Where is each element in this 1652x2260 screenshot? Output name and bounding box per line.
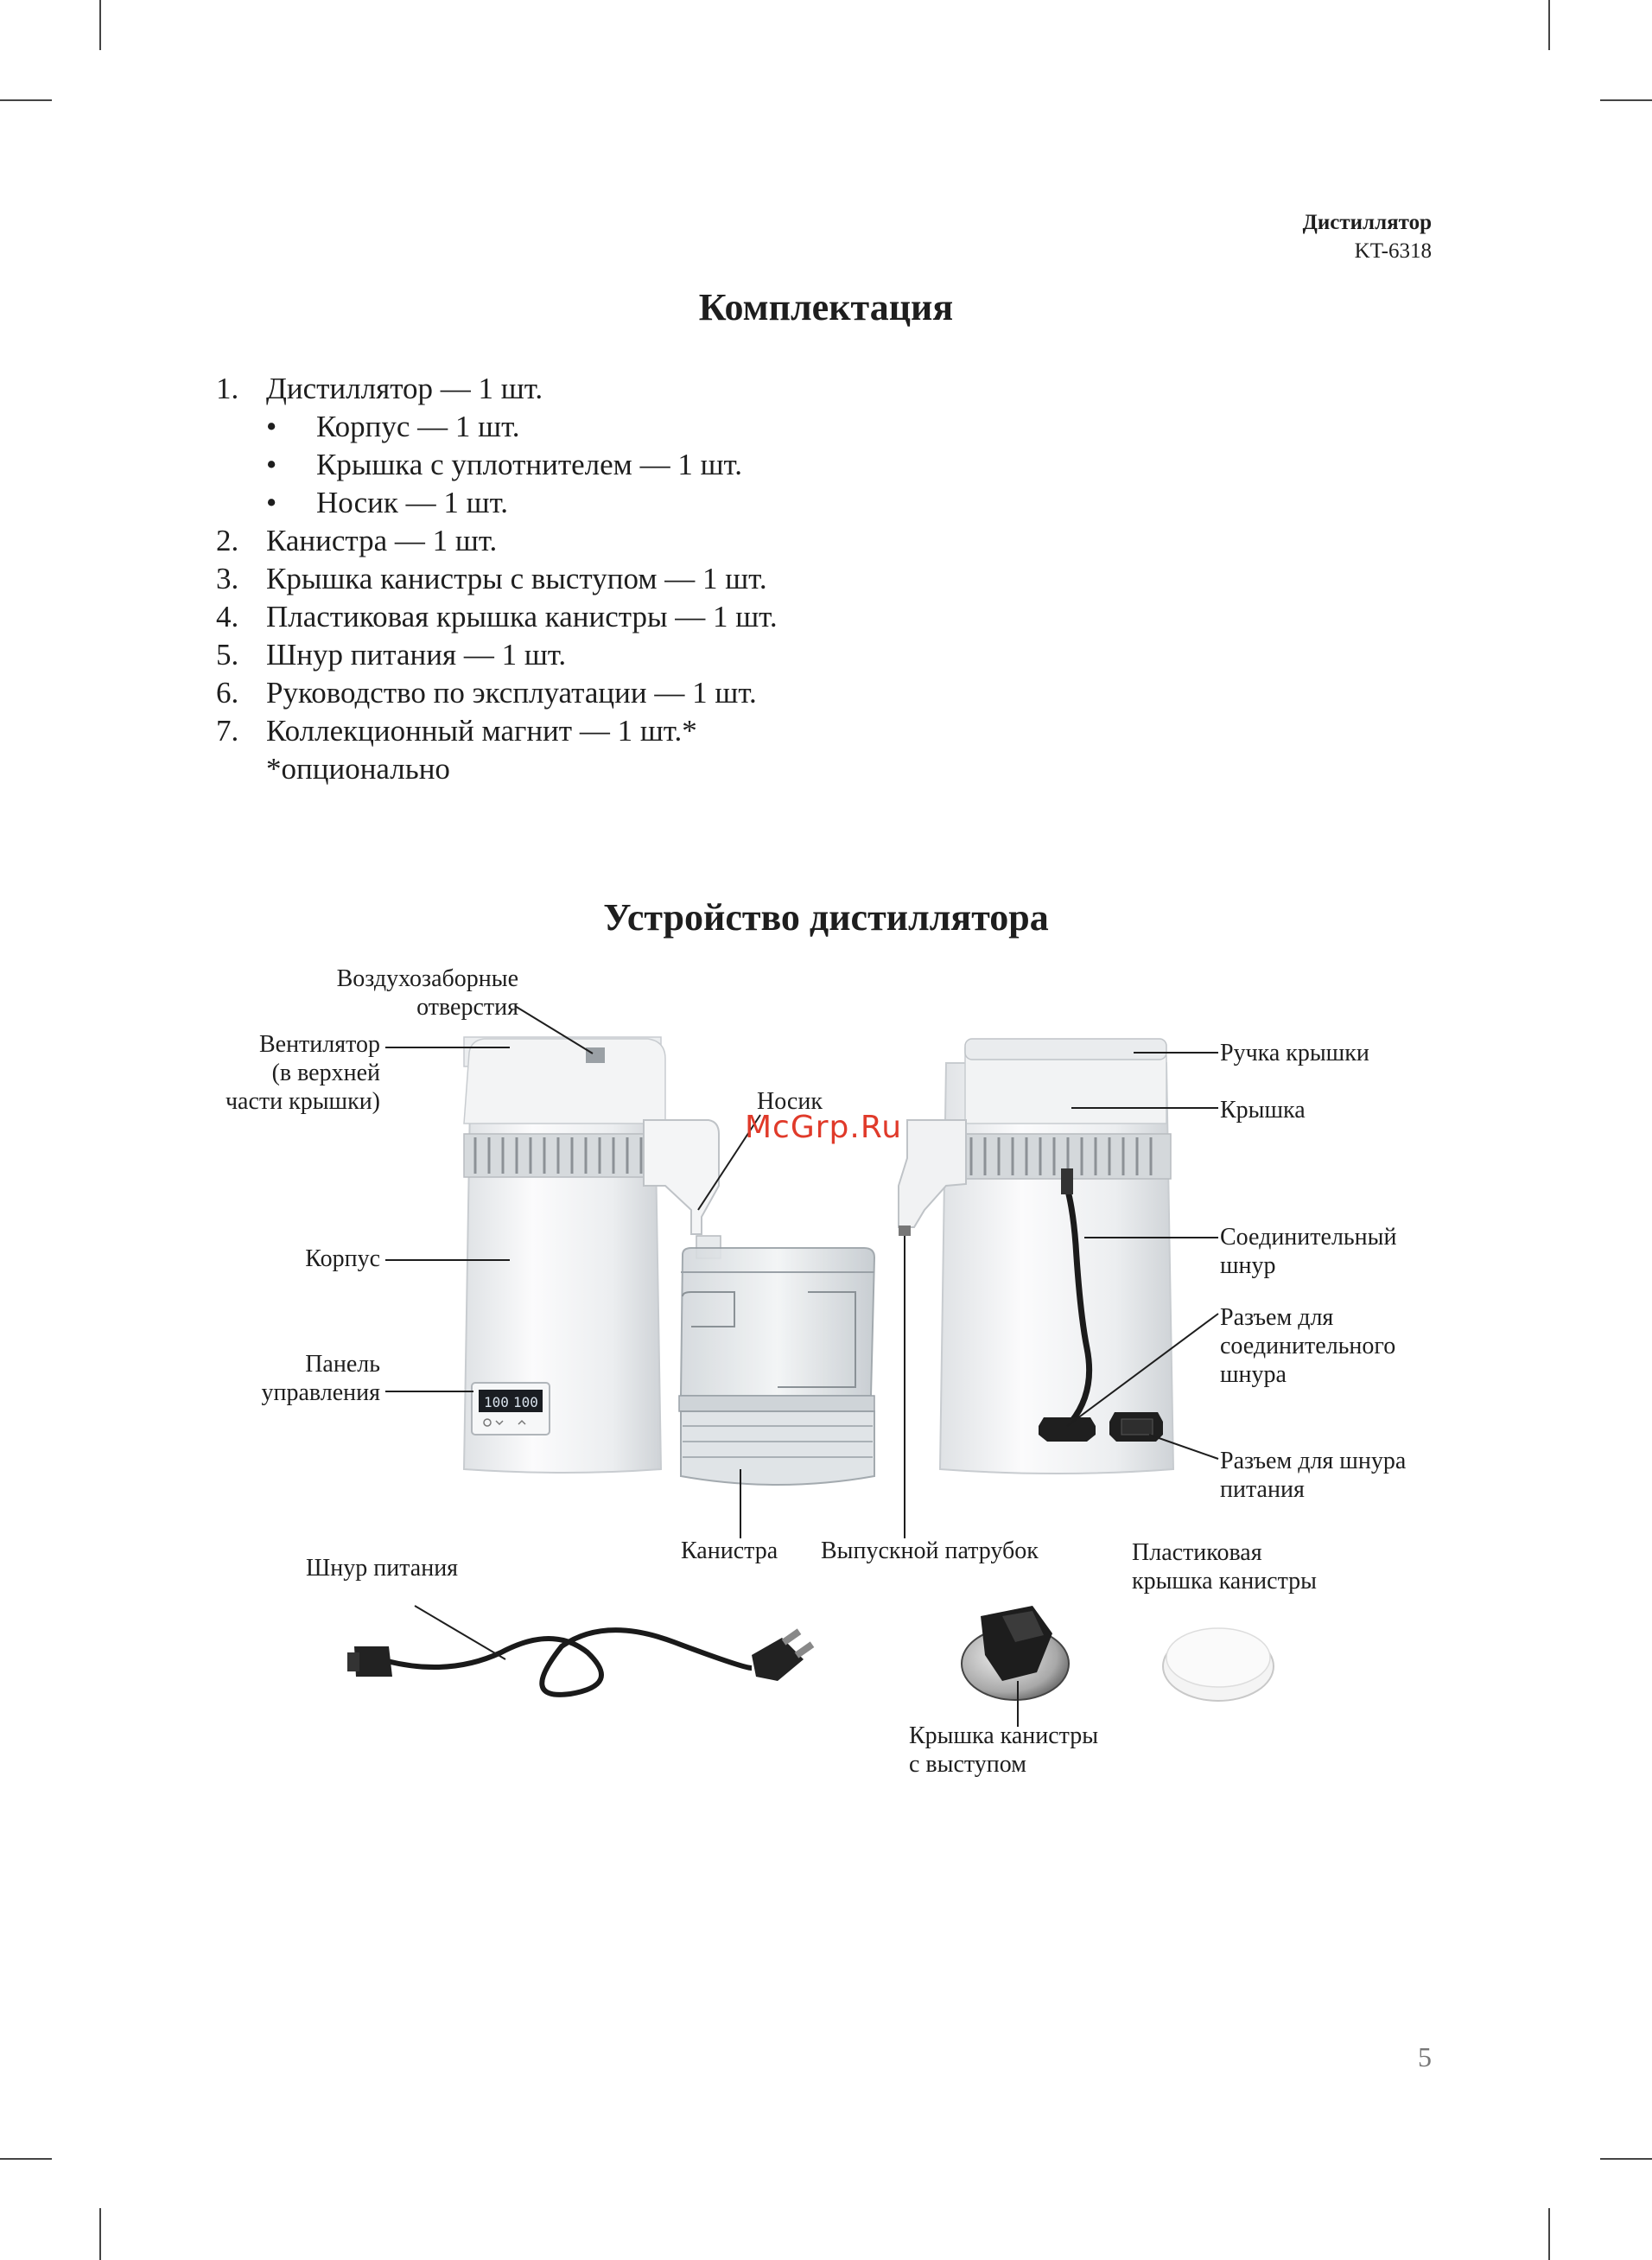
canister-cap-illustration — [962, 1606, 1069, 1700]
device-heading: Устройство дистиллятора — [603, 896, 1049, 939]
label-control-panel — [121, 1350, 380, 1407]
label-line: питания — [1220, 1476, 1305, 1503]
item-number: 4. — [216, 600, 239, 633]
page-number: 5 — [1418, 2041, 1432, 2072]
canister-illustration — [679, 1236, 874, 1485]
bullet: • — [266, 448, 277, 481]
bullet: • — [266, 410, 277, 443]
item-number: 6. — [216, 676, 239, 710]
display-right — [513, 1394, 538, 1410]
plastic-cap-illustration — [1163, 1628, 1274, 1701]
label-line: Воздухозаборные — [336, 965, 518, 992]
label-spout: Носик — [757, 1088, 823, 1115]
item-text: Пластиковая крышка канистры — 1 шт. — [266, 600, 778, 633]
label-line: Разъем для шнура — [1220, 1448, 1407, 1474]
label-canister: Канистра — [681, 1537, 778, 1564]
label-line: шнур — [1220, 1252, 1276, 1279]
label-line: крышка канистры — [1132, 1568, 1317, 1595]
item-number: 2. — [216, 524, 239, 557]
label-fan — [121, 1030, 380, 1116]
distiller-rear-view — [899, 1039, 1173, 1474]
label-power-cord: Шнур питания — [306, 1555, 459, 1582]
label-line: Вентилятор — [258, 1031, 380, 1058]
item-text: Шнур питания — 1 шт. — [266, 638, 567, 672]
label-line: Разъем для — [1220, 1304, 1334, 1331]
label-connector-socket — [1220, 1303, 1395, 1389]
label-body: Корпус — [305, 1245, 380, 1272]
label-outlet: Выпускной патрубок — [821, 1537, 1039, 1564]
label-line: шнура — [1220, 1361, 1287, 1388]
label-line: Панель — [305, 1351, 380, 1378]
item-number: 3. — [216, 562, 239, 595]
label-line: части крышки) — [225, 1088, 380, 1115]
sub-item-text: Носик — 1 шт. — [316, 486, 509, 519]
bullet: • — [266, 486, 277, 519]
item-text: Коллекционный магнит — 1 шт.* — [266, 714, 697, 748]
item-text: Канистра — 1 шт. — [266, 524, 498, 557]
sub-item-text: Корпус — 1 шт. — [316, 410, 520, 443]
display-left — [484, 1394, 509, 1410]
header-title: Дистиллятор — [1302, 211, 1432, 234]
label-line: Соединительный — [1220, 1224, 1397, 1251]
watermark: McGrp.Ru — [745, 1110, 903, 1145]
label-line: с выступом — [909, 1751, 1026, 1778]
power-cord-illustration — [347, 1628, 814, 1694]
label-lid-handle: Ручка крышки — [1220, 1040, 1369, 1066]
item-text: Руководство по эксплуатации — 1 шт. — [266, 676, 757, 710]
svg-text:100: 100 — [513, 1394, 538, 1410]
label-line: Пластиковая — [1132, 1539, 1262, 1566]
sub-item-text: Крышка с уплотнителем — 1 шт. — [316, 448, 742, 481]
label-line: управления — [261, 1379, 380, 1406]
label-canister-cap — [909, 1722, 1098, 1779]
svg-text:100: 100 — [484, 1394, 509, 1410]
label-line: (в верхней — [271, 1060, 380, 1086]
label-connecting-cord — [1220, 1223, 1396, 1280]
contents-heading: Комплектация — [698, 286, 954, 328]
item-number: 1. — [216, 372, 239, 405]
label-air-intake — [259, 964, 518, 1022]
item-text: Крышка канистры с выступом — 1 шт. — [266, 562, 767, 595]
label-line: Крышка канистры — [909, 1722, 1099, 1749]
label-power-socket — [1220, 1447, 1406, 1504]
item-number: 7. — [216, 714, 239, 748]
header-model: KT-6318 — [1354, 239, 1432, 263]
item-number: 5. — [216, 638, 239, 672]
label-line: соединительного — [1220, 1333, 1396, 1359]
label-lid: Крышка — [1220, 1097, 1306, 1124]
label-plastic-cap — [1132, 1538, 1317, 1595]
footnote-text: *опционально — [266, 752, 450, 786]
label-line: отверстия — [416, 994, 518, 1021]
item-text: Дистиллятор — 1 шт. — [266, 372, 543, 405]
